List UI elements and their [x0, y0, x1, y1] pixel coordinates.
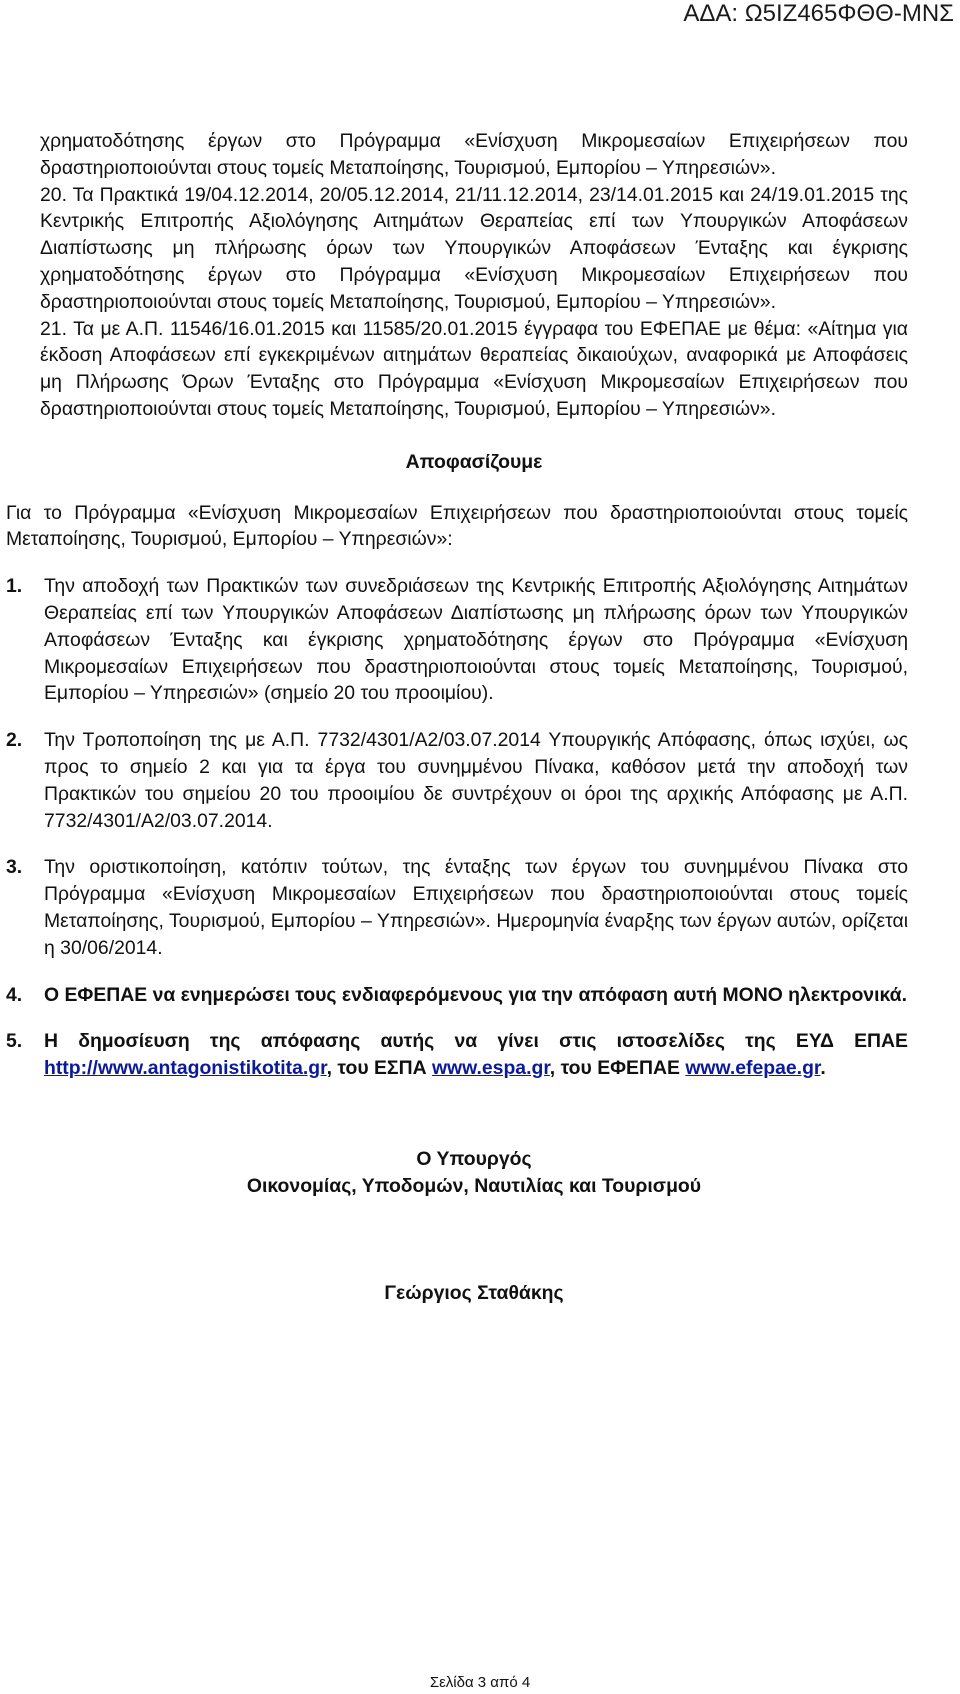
decision-item-5: [6, 1028, 908, 1082]
decision-item-4: [6, 982, 908, 1009]
link-antagonistikotita[interactable]: http://www.antagonistikotita.gr: [44, 1057, 327, 1080]
item5-text-a: Η δημοσίευση της απόφασης αυτής να γίνει στις ιστοσελίδες της ΕΥΔ ΕΠΑΕ: [44, 1030, 908, 1053]
item-number: 3.: [6, 856, 23, 879]
item-text: Την οριστικοποίηση, κατόπιν τούτων, της ένταξης των έργων του συνημμένου Πίνακα στο Πρόγραμμα «Ενίσχυση Μικρομεσαίων Επιχειρήσεων που δραστηριοποιούνται στους τομείς Μεταποίησης, Τουρισμού, Εμπορίου – Υπηρεσιών». Ημερομηνία έναρξης των έργων αυτών, ορίζεται η 30/06/2014.: [44, 856, 908, 959]
signature-title: Ο Υπουργός: [416, 1147, 532, 1170]
decision-item-1: [6, 573, 908, 707]
preamble-point-21: 21. Τα με Α.Π. 11546/16.01.2015 και 11585/20.01.2015 έγγραφα του ΕΦΕΠΑΕ με θέμα: «Αίτημα για έκδοση Αποφάσεων επί εγκεκριμένων αιτημάτων θεραπείας δικαιούχων, αναφορικά με Αποφάσεις μη Πλήρωσης Όρων Ένταξης στο Πρόγραμμα «Ενίσχυση Μικρομεσαίων Επιχειρήσεων που δραστηριοποιούνται στους τομείς Μεταποίησης, Τουρισμού, Εμπορίου – Υπηρεσιών».: [40, 317, 908, 420]
item-text: Την Τροποποίηση της με Α.Π. 7732/4301/Α2/03.07.2014 Υπουργικής Απόφασης, όπως ισχύει, ως προς το σημείο 2 και για τα έργα του συνημμένου Πίνακα, καθόσον μετά την αποδοχή των Πρακτικών του σημείου 20 του προοιμίου δε συντρέχουν οι όροι της αρχικής Απόφασης με Α.Π. 7732/4301/Α2/03.07.2014.: [44, 729, 908, 832]
item-number: 1.: [6, 575, 23, 598]
item-number: 4.: [6, 983, 23, 1006]
link-efepae[interactable]: www.efepae.gr: [685, 1057, 821, 1080]
decision-lead: Για το Πρόγραμμα «Ενίσχυση Μικρομεσαίων Επιχειρήσεων που δραστηριοποιούνται στους τομείς Μεταποίησης, Τουρισμού, Εμπορίου – Υπηρεσιών»:: [6, 501, 908, 551]
document-body: [6, 128, 908, 1306]
signature-name: Γεώργιος Σταθάκης: [384, 1281, 564, 1304]
decision-item-2: [6, 727, 908, 834]
item-text: Ο ΕΦΕΠΑΕ να ενημερώσει τους ενδιαφερόμενους για την απόφαση αυτή ΜΟΝΟ ηλεκτρονικά.: [44, 983, 907, 1006]
item-number: 5.: [6, 1030, 23, 1053]
page-number: Σελίδα 3 από 4: [429, 1674, 531, 1691]
item5-text-b: , του ΕΣΠΑ: [326, 1057, 427, 1080]
link-espa[interactable]: www.espa.gr: [431, 1057, 550, 1080]
item-number: 2.: [6, 729, 23, 752]
ada-code: ΑΔΑ: Ω5ΙΖ465ΦΘΘ-ΜΝΣ: [683, 0, 954, 27]
decision-heading: Αποφασίζουμε: [405, 450, 543, 473]
decision-item-3: [6, 854, 908, 961]
item-text: Την αποδοχή των Πρακτικών των συνεδριάσεων της Κεντρικής Επιτροπής Αξιολόγησης Αιτημάτων Θεραπείας επί των Υπουργικών Αποφάσεων Διαπίστωσης μη πλήρωσης όρων των Υπουργικών Αποφάσεων Ένταξης και έγκρισης χρηματοδότησης έργων στο Πρόγραμμα «Ενίσχυση Μικρομεσαίων Επιχειρήσεων που δραστηριοποιούνται στους τομείς Μεταποίησης, Τουρισμού, Εμπορίου – Υπηρεσιών» (σημείο 20 του προοιμίου).: [44, 575, 908, 705]
item5-text-c: , του ΕΦΕΠΑΕ: [549, 1057, 680, 1080]
preamble-point-20: 20. Τα Πρακτικά 19/04.12.2014, 20/05.12.2014, 21/11.12.2014, 23/14.01.2015 και 24/19.01.2015 της Κεντρικής Επιτροπής Αξιολόγησης Αιτημάτων Θεραπείας επί των Υπουργικών Αποφάσεων Διαπίστωσης μη πλήρωσης όρων των Υπουργικών Αποφάσεων Ένταξης και έγκρισης χρηματοδότησης έργων στο Πρόγραμμα «Ενίσχυση Μικρομεσαίων Επιχειρήσεων που δραστηριοποιούνται στους τομείς Μεταποίησης, Τουρισμού, Εμπορίου – Υπηρεσιών».: [40, 183, 908, 313]
item5-text-d: .: [820, 1057, 826, 1080]
intro-continuation: χρηματοδότησης έργων στο Πρόγραμμα «Ενίσχυση Μικρομεσαίων Επιχειρήσεων που δραστηριοποιούνται στους τομείς Μεταποίησης, Τουρισμού, Εμπορίου – Υπηρεσιών».: [40, 130, 908, 179]
item-text: [44, 1028, 908, 1082]
signature-ministry: Οικονομίας, Υποδομών, Ναυτιλίας και Τουρισμού: [246, 1174, 702, 1197]
